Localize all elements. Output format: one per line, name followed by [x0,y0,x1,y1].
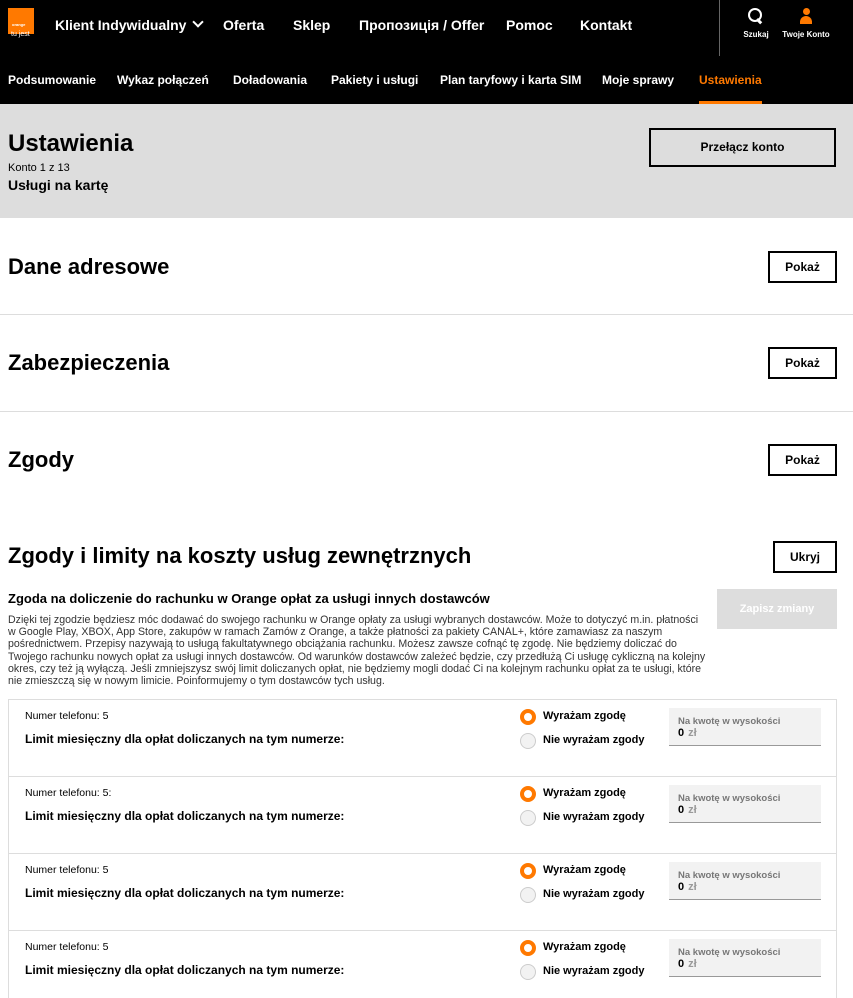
subnav-ustawienia[interactable]: Ustawienia [699,73,762,104]
amount-value [678,727,697,739]
consent-subtitle: Zgoda na doliczenie do rachunku w Orange opłat za usługi innych dostawców [8,591,490,606]
account-index: Konto 1 z 13 [8,162,70,174]
consent-yes-radio[interactable] [520,863,536,879]
subnav-doladowania[interactable]: Doładowania [233,73,308,87]
amount-value [678,881,697,893]
section-dane-adresowe [0,218,853,315]
amount-label: Na kwotę w wysokości [678,947,781,958]
subnav-moje-sprawy[interactable]: Moje sprawy [602,73,675,87]
consent-yes-label[interactable]: Wyrażam zgodę [543,864,626,876]
logo-tagline: tu jest [11,31,30,38]
amount-label: Na kwotę w wysokości [678,870,781,881]
currency: zł [688,881,697,893]
logo-text: orange [12,22,26,27]
account-button[interactable] [780,8,832,39]
table-row [9,700,837,777]
amount-number: 0 [678,881,685,893]
consent-yes-radio[interactable] [520,940,536,956]
save-changes-button[interactable]: Zapisz zmiany [717,589,837,629]
search-button[interactable] [741,8,771,39]
page-header [0,104,853,218]
amount-input[interactable] [669,708,821,746]
show-zabezpieczenia-button[interactable]: Pokaż [768,347,837,379]
search-label: Szukaj [743,30,769,39]
amount-input[interactable] [669,785,821,823]
show-dane-adresowe-button[interactable]: Pokaż [768,251,837,283]
nav-divider [719,0,720,56]
hide-button[interactable]: Ukryj [773,541,837,573]
phone-number: Numer telefonu: 5 [25,710,109,722]
subnav-podsumowanie[interactable]: Podsumowanie [8,73,97,87]
currency: zł [688,958,697,970]
consent-no-radio[interactable] [520,733,536,749]
nav-oferta[interactable]: Oferta [223,17,265,33]
consent-yes-label[interactable]: Wyrażam zgodę [543,710,626,722]
consent-no-radio[interactable] [520,810,536,826]
section-zgody [0,412,853,509]
consent-no-radio[interactable] [520,887,536,903]
amount-value [678,804,697,816]
page-title: Ustawienia [8,130,134,157]
phone-limits-table [8,699,837,998]
sub-nav [0,73,853,104]
table-row [9,931,837,998]
amount-value [678,958,697,970]
consent-description: Dzięki tej zgodzie będziesz móc dodawać do swojego rachunku w Orange opłaty za usługi wybranych dostawców. Może to dotyczyć m.in. płatności w Google Play, XBOX, App Store, zakupów w ramach Zamów z Orange, a także płatności za pakiety CANAL+, które zamawiasz za naszym pośrednictwem. Przepisy nazywają to usługą fakultatywnego obciążania rachunku. Możesz zawsze cofnąć tę zgodę. Nie będziemy doliczać do Twojego rachunku nowych opłat za usługi innych dostawców. Od warunków dostawców zależeć będzie, czy przedłużą Ci usługę cykliczną na kolejny okres, czy też ją wyłączą. Jeśli zmniejszysz swój limit doliczanych opłat, nie będziemy mogli dodać Ci na kolejnym rachunku opłat za te usługi, które nie zmieszczą się w nowym limicie. Poinformujemy o tym dostawców tych usług. [8,614,706,688]
phone-number: Numer telefonu: 5 [25,864,109,876]
amount-input[interactable] [669,862,821,900]
nav-kontakt[interactable]: Kontakt [580,17,633,33]
section-zabezpieczenia [0,315,853,412]
amount-number: 0 [678,727,685,739]
currency: zł [688,804,697,816]
consent-no-label[interactable]: Nie wyrażam zgody [543,811,645,823]
currency: zł [688,727,697,739]
amount-input[interactable] [669,939,821,977]
consent-yes-radio[interactable] [520,709,536,725]
account-type: Usługi na kartę [8,177,109,193]
limit-label: Limit miesięczny dla opłat doliczanych na tym numerze: [25,963,345,977]
nav-pomoc[interactable]: Pomoc [506,17,553,33]
nav-offer[interactable]: Пропозиція / Offer [359,17,485,33]
account-label: Twoje Konto [782,30,830,39]
consent-yes-label[interactable]: Wyrażam zgodę [543,941,626,953]
amount-number: 0 [678,958,685,970]
external-services-title: Zgody i limity na koszty usług zewnętrznych [8,543,472,568]
consent-no-label[interactable]: Nie wyrażam zgody [543,888,645,900]
amount-number: 0 [678,804,685,816]
table-row [9,854,837,931]
user-icon [800,8,812,26]
subnav-wykaz-polaczen[interactable]: Wykaz połączeń [117,73,209,87]
section-title: Zabezpieczenia [8,350,170,375]
section-title: Dane adresowe [8,254,170,279]
limit-label: Limit miesięczny dla opłat doliczanych na tym numerze: [25,732,345,746]
consent-no-radio[interactable] [520,964,536,980]
subnav-pakiety-i-uslugi[interactable]: Pakiety i usługi [331,73,419,87]
limit-label: Limit miesięczny dla opłat doliczanych na tym numerze: [25,809,345,823]
nav-label: Klient Indywidualny [55,17,187,33]
show-zgody-button[interactable]: Pokaż [768,444,837,476]
chevron-down-icon [193,16,204,27]
section-title: Zgody [8,447,74,472]
phone-number: Numer telefonu: 5: [25,787,112,799]
consent-no-label[interactable]: Nie wyrażam zgody [543,734,645,746]
limit-label: Limit miesięczny dla opłat doliczanych na tym numerze: [25,886,345,900]
consent-yes-radio[interactable] [520,786,536,802]
phone-number: Numer telefonu: 5 [25,941,109,953]
top-navigation-bar [0,0,853,104]
amount-label: Na kwotę w wysokości [678,716,781,727]
search-icon [748,8,764,26]
subnav-plan-taryfowy[interactable]: Plan taryfowy i karta SIM [440,73,582,87]
nav-klient-indywidualny[interactable] [55,17,202,33]
consent-no-label[interactable]: Nie wyrażam zgody [543,965,645,977]
amount-label: Na kwotę w wysokości [678,793,781,804]
table-row [9,777,837,854]
nav-sklep[interactable]: Sklep [293,17,331,33]
consent-yes-label[interactable]: Wyrażam zgodę [543,787,626,799]
switch-account-button[interactable]: Przełącz konto [649,128,836,167]
